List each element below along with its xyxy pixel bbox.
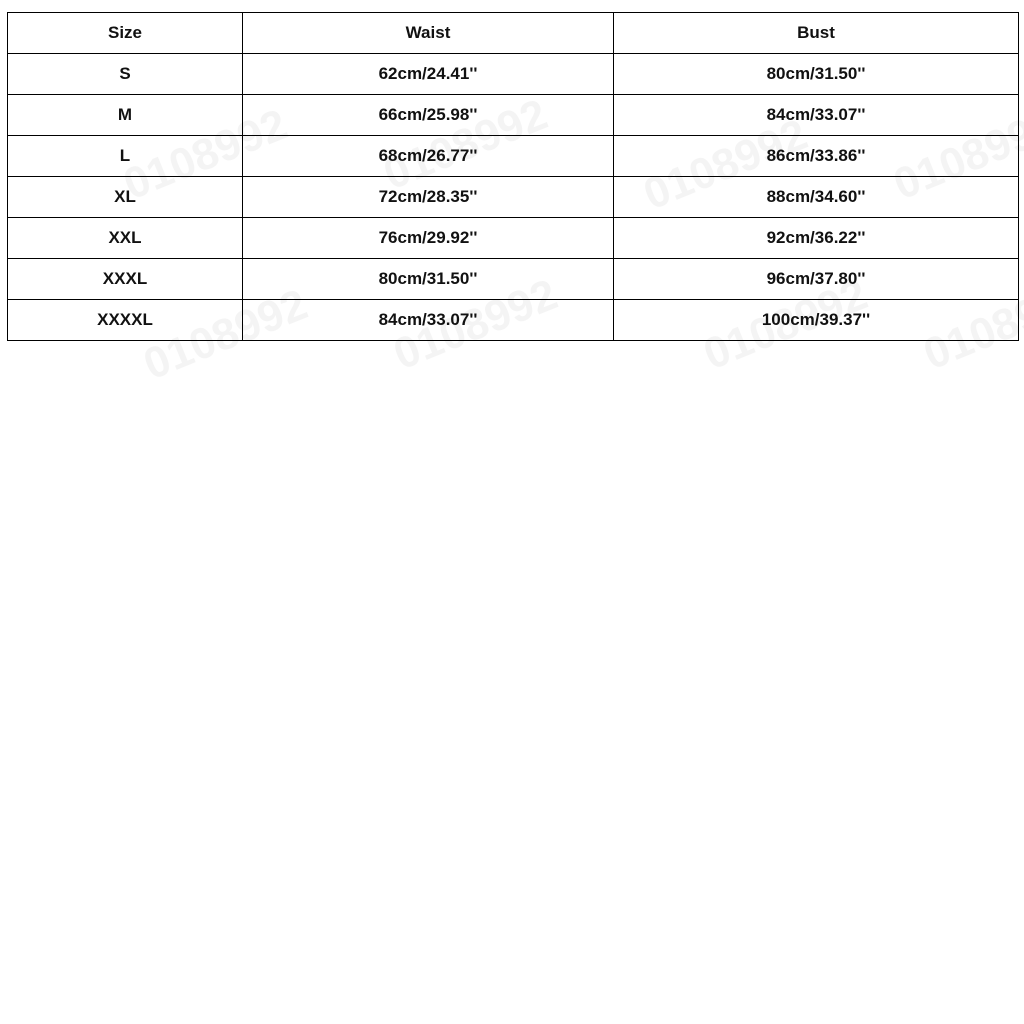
bust-cell: 88cm/34.60'' <box>614 177 1019 218</box>
table-row <box>8 54 1019 95</box>
table-row <box>8 259 1019 300</box>
table-row <box>8 136 1019 177</box>
table-row <box>8 218 1019 259</box>
waist-cell: 68cm/26.77'' <box>243 136 614 177</box>
waist-cell: 76cm/29.92'' <box>243 218 614 259</box>
table-header-row <box>8 13 1019 54</box>
size-cell: XXL <box>8 218 243 259</box>
size-cell: XL <box>8 177 243 218</box>
size-cell: L <box>8 136 243 177</box>
bust-cell: 80cm/31.50'' <box>614 54 1019 95</box>
bust-cell: 86cm/33.86'' <box>614 136 1019 177</box>
waist-cell: 84cm/33.07'' <box>243 300 614 341</box>
size-cell: XXXL <box>8 259 243 300</box>
bust-cell: 92cm/36.22'' <box>614 218 1019 259</box>
size-chart-table <box>7 12 1019 341</box>
table-row <box>8 95 1019 136</box>
size-cell: M <box>8 95 243 136</box>
waist-cell: 80cm/31.50'' <box>243 259 614 300</box>
bust-cell: 96cm/37.80'' <box>614 259 1019 300</box>
table-row <box>8 177 1019 218</box>
size-cell: XXXXL <box>8 300 243 341</box>
waist-cell: 66cm/25.98'' <box>243 95 614 136</box>
waist-cell: 72cm/28.35'' <box>243 177 614 218</box>
size-cell: S <box>8 54 243 95</box>
column-header-waist: Waist <box>243 13 614 54</box>
column-header-size: Size <box>8 13 243 54</box>
bust-cell: 100cm/39.37'' <box>614 300 1019 341</box>
table-row <box>8 300 1019 341</box>
bust-cell: 84cm/33.07'' <box>614 95 1019 136</box>
column-header-bust: Bust <box>614 13 1019 54</box>
waist-cell: 62cm/24.41'' <box>243 54 614 95</box>
